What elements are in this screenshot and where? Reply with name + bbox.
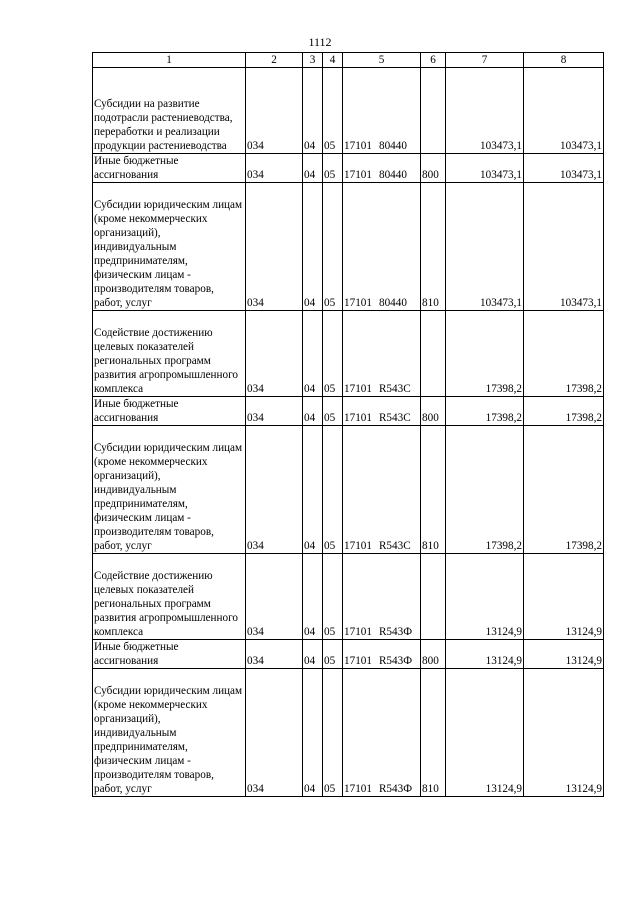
amount-col-8: 17398,2 [524,397,604,426]
subsection-code: 05 [323,426,343,554]
target-article-code [343,154,421,183]
column-header: 3 [303,53,323,68]
target-article-part-1: 17101 [344,655,372,667]
page-number: 1112 [308,35,332,49]
amount-col-7: 17398,2 [446,311,524,397]
row-name: Субсидии на развитие подотрасли растениеводства, переработки и реализации продукции растениеводства [93,68,246,154]
subsection-code: 05 [323,554,343,640]
ministry-code: 034 [246,397,303,426]
target-article-part-2: R543C [378,383,411,395]
expense-type-code [421,68,446,154]
amount-col-8: 17398,2 [524,311,604,397]
amount-col-7: 103473,1 [446,183,524,311]
amount-col-8: 103473,1 [524,154,604,183]
target-article-part-1: 17101 [344,140,372,152]
expense-type-code: 810 [421,426,446,554]
amount-col-7: 13124,9 [446,669,524,797]
column-header: 2 [246,53,303,68]
column-header: 1 [93,53,246,68]
target-article-code [343,426,421,554]
table-row [93,154,604,183]
target-article-part-1: 17101 [344,412,372,424]
ministry-code: 034 [246,183,303,311]
table-row [93,311,604,397]
expense-type-code: 810 [421,669,446,797]
amount-col-8: 13124,9 [524,640,604,669]
amount-col-7: 13124,9 [446,640,524,669]
target-article-code [343,397,421,426]
target-article-part-1: 17101 [344,383,372,395]
ministry-code: 034 [246,554,303,640]
target-article-part-2: 80440 [378,140,407,152]
column-header: 5 [343,53,421,68]
section-code: 04 [303,554,323,640]
target-article-part-1: 17101 [344,783,372,795]
row-name: Содействие достижению целевых показателей региональных программ развития агропромышленного комплекса [93,554,246,640]
target-article-code [343,669,421,797]
amount-col-7: 17398,2 [446,397,524,426]
expense-type-code [421,311,446,397]
expense-type-code: 800 [421,397,446,426]
ministry-code: 034 [246,311,303,397]
ministry-code: 034 [246,640,303,669]
target-article-code [343,68,421,154]
amount-col-8: 13124,9 [524,554,604,640]
subsection-code: 05 [323,669,343,797]
table-row [93,397,604,426]
target-article-part-1: 17101 [344,297,372,309]
column-header: 4 [323,53,343,68]
row-name: Иные бюджетные ассигнования [93,640,246,669]
target-article-code [343,554,421,640]
table-row [93,640,604,669]
target-article-part-1: 17101 [344,169,372,181]
ministry-code: 034 [246,669,303,797]
amount-col-7: 17398,2 [446,426,524,554]
amount-col-7: 103473,1 [446,68,524,154]
amount-col-8: 103473,1 [524,68,604,154]
column-header: 7 [446,53,524,68]
target-article-part-2: R543C [378,412,411,424]
expense-type-code: 800 [421,154,446,183]
table-header-row [93,53,604,68]
ministry-code: 034 [246,68,303,154]
target-article-part-2: 80440 [378,169,407,181]
row-name: Субсидии юридическим лицам (кроме некоммерческих организаций), индивидуальным предпринимателям, физическим лицам - производителям товаров, работ, услуг [93,669,246,797]
section-code: 04 [303,311,323,397]
row-name: Субсидии юридическим лицам (кроме некоммерческих организаций), индивидуальным предпринимателям, физическим лицам - производителям товаров, работ, услуг [93,426,246,554]
subsection-code: 05 [323,397,343,426]
section-code: 04 [303,154,323,183]
amount-col-8: 103473,1 [524,183,604,311]
row-name: Иные бюджетные ассигнования [93,154,246,183]
expense-type-code: 800 [421,640,446,669]
target-article-code [343,311,421,397]
subsection-code: 05 [323,183,343,311]
amount-col-8: 13124,9 [524,669,604,797]
table-row [93,554,604,640]
target-article-part-1: 17101 [344,626,372,638]
target-article-part-2: R543Ф [378,655,413,667]
target-article-code [343,183,421,311]
section-code: 04 [303,183,323,311]
row-name: Иные бюджетные ассигнования [93,397,246,426]
target-article-part-2: R543C [378,540,411,552]
section-code: 04 [303,640,323,669]
table-row [93,68,604,154]
section-code: 04 [303,669,323,797]
column-header: 6 [421,53,446,68]
subsection-code: 05 [323,154,343,183]
amount-col-7: 103473,1 [446,154,524,183]
section-code: 04 [303,68,323,154]
ministry-code: 034 [246,154,303,183]
section-code: 04 [303,426,323,554]
subsection-code: 05 [323,68,343,154]
table-row [93,669,604,797]
amount-col-7: 13124,9 [446,554,524,640]
target-article-part-1: 17101 [344,540,372,552]
amount-col-8: 17398,2 [524,426,604,554]
target-article-part-2: R543Ф [378,626,413,638]
section-code: 04 [303,397,323,426]
subsection-code: 05 [323,640,343,669]
target-article-part-2: 80440 [378,297,407,309]
table-row [93,426,604,554]
table-row [93,183,604,311]
subsection-code: 05 [323,311,343,397]
row-name: Субсидии юридическим лицам (кроме некоммерческих организаций), индивидуальным предпринимателям, физическим лицам - производителям товаров, работ, услуг [93,183,246,311]
ministry-code: 034 [246,426,303,554]
row-name: Содействие достижению целевых показателей региональных программ развития агропромышленного комплекса [93,311,246,397]
budget-table [92,52,604,797]
expense-type-code [421,554,446,640]
target-article-code [343,640,421,669]
target-article-part-2: R543Ф [378,783,413,795]
expense-type-code: 810 [421,183,446,311]
column-header: 8 [524,53,604,68]
